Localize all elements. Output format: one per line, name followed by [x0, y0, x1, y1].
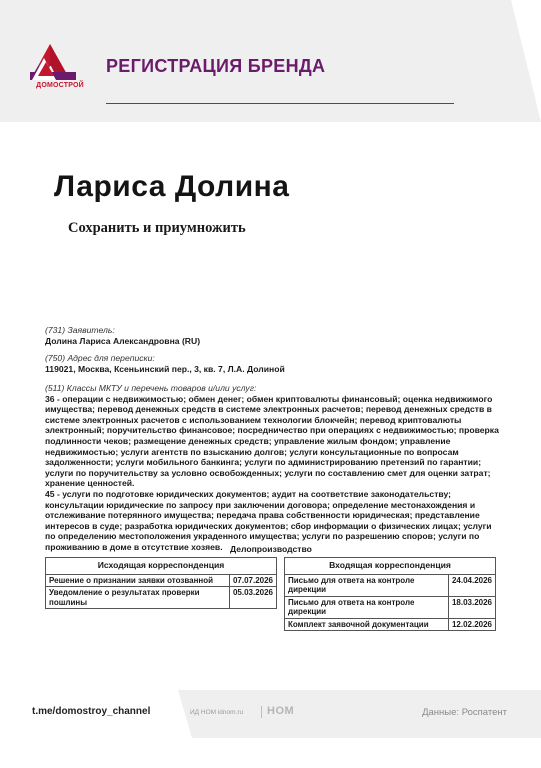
- incoming-doc-name: Комплект заявочной документации: [285, 618, 449, 631]
- applicant-block: [45, 325, 500, 346]
- table-row: [285, 618, 496, 631]
- class-36-number: 36: [45, 393, 55, 404]
- table-row: [285, 596, 496, 618]
- applicant-value: Долина Лариса Александровна (RU): [45, 335, 201, 346]
- classes-label: (511) Классы МКТУ и перечень товаров и/или услуг:: [45, 383, 257, 393]
- address-value: 119021, Москва, Ксеньинский пер., 3, кв. 7, Л.А. Долиной: [45, 363, 285, 374]
- class-45-services: - услуги по подготовке юридических документов; аудит на соответствие законодательству; консультации юридические по запросу при заключении договора; определение местонахождения и отслеживание потерянного имущества; передача права собственности юридическая; представление интересов в суде; разработка юридических документов; сбор информации о физических лицах; услуги по определению местоположения украденного имущества; услуги по разрешению споров; услуги по проживанию в доме в отсутствие хозяев.: [45, 488, 492, 552]
- incoming-doc-date: 12.02.2026: [448, 618, 495, 631]
- incoming-header: Входящая корреспонденция: [285, 558, 496, 575]
- address-block: [45, 353, 500, 374]
- nom-logo: НОМ: [267, 705, 295, 717]
- incoming-doc-date: 24.04.2026: [448, 574, 495, 596]
- applicant-label: (731) Заявитель:: [45, 325, 115, 335]
- table-row: [46, 587, 277, 609]
- table-row: [46, 574, 277, 587]
- idnom-credit: ИД НОМ idnom.ru: [190, 709, 244, 716]
- page-title: РЕГИСТРАЦИЯ БРЕНДА: [106, 56, 326, 76]
- class-36-text: [45, 394, 500, 489]
- outgoing-doc-name: Уведомление о результатах проверки пошлины: [46, 587, 230, 609]
- logo-text: ДОМОСТРОЙ: [36, 82, 84, 89]
- address-label: (750) Адрес для переписки:: [45, 353, 155, 363]
- outgoing-header: Исходящая корреспонденция: [46, 558, 277, 575]
- incoming-doc-date: 18.03.2026: [448, 596, 495, 618]
- proceedings-title: Делопроизводство: [230, 544, 312, 554]
- class-36-services: - операции с недвижимостью; обмен денег; обмен криптовалюты финансовый; оценка недвижимого имущества; перевод денежных средств в системе электронных расчетов; перевод денежных средств в системе электронных расчетов с использованием технологии блокчейн; перевод криптовалюты электронный; поручительство финансовое; посредничество при операциях с недвижимостью; проверка подлинности чеков; размещение денежных средств; управление жилым фондом; управление недвижимостью; услуги агентств по взысканию долгов; услуги консультационные по вопросам задолженности; услуги мобильного банкинга; услуги по администрированию претензий по гарантии; услуги по поручительству за условно освобожденных; услуги по составлению смет для оценки затрат; хранение ценностей.: [45, 393, 499, 489]
- data-source: Данные: Роспатент: [422, 707, 507, 718]
- incoming-doc-name: Письмо для ответа на контроле дирекции: [285, 596, 449, 618]
- footer-separator: [261, 706, 262, 718]
- trademark-slogan: Сохранить и приумножить: [68, 220, 246, 236]
- class-45-text: [45, 489, 500, 553]
- class-45-number: 45: [45, 488, 55, 499]
- outgoing-doc-date: 07.07.2026: [229, 574, 276, 587]
- telegram-channel-link[interactable]: t.me/domostroy_channel: [32, 706, 151, 717]
- classes-block: [45, 383, 500, 553]
- header-corner-cut: [511, 0, 541, 122]
- incoming-correspondence-table: [284, 557, 496, 631]
- header-divider: [106, 103, 454, 104]
- outgoing-doc-date: 05.03.2026: [229, 587, 276, 609]
- outgoing-doc-name: Решение о признании заявки отозванной: [46, 574, 230, 587]
- outgoing-correspondence-table: [45, 557, 277, 609]
- table-row: [285, 574, 496, 596]
- trademark-name: Лариса Долина: [54, 170, 290, 203]
- incoming-doc-name: Письмо для ответа на контроле дирекции: [285, 574, 449, 596]
